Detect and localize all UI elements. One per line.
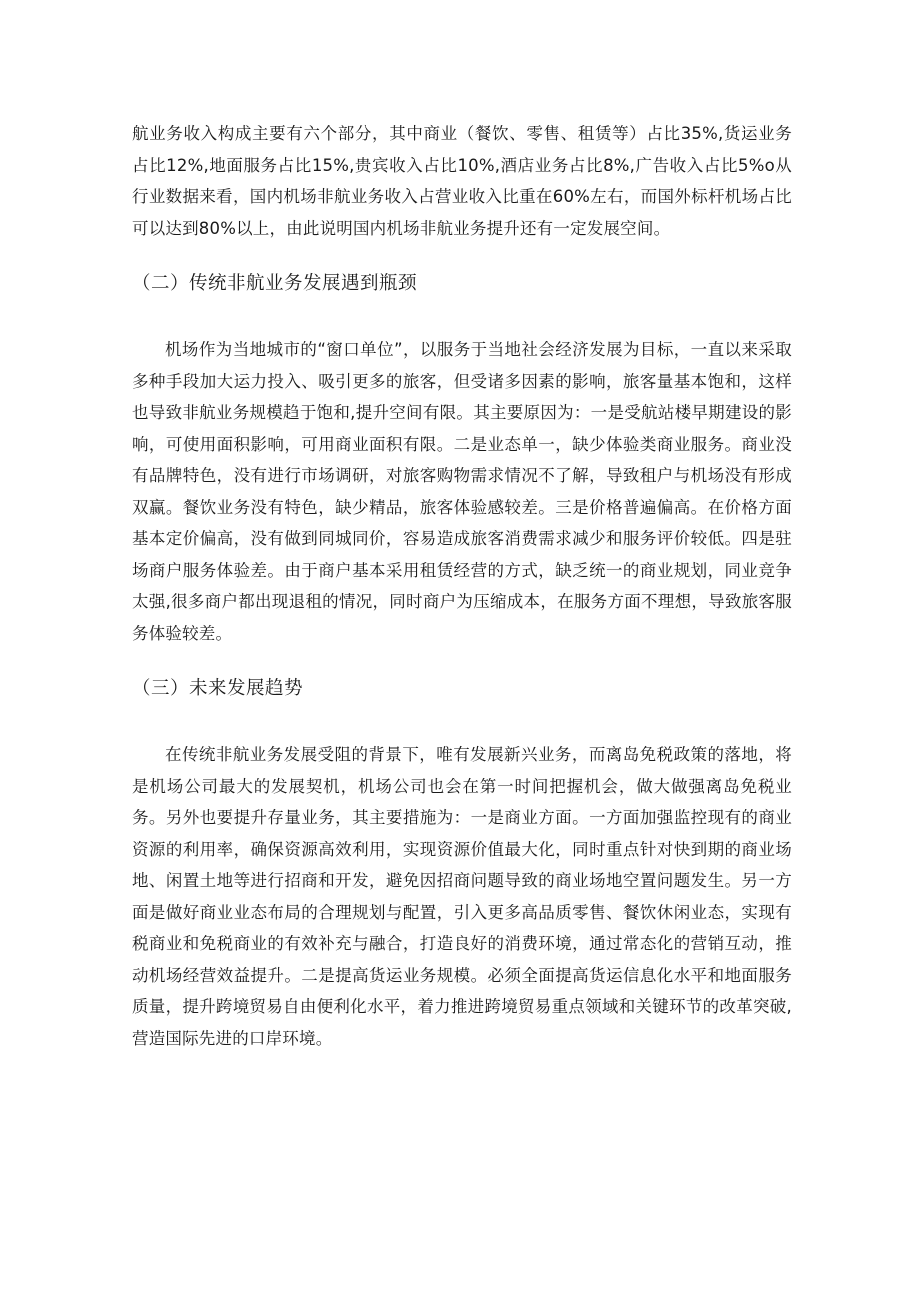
intro-paragraph: 航业务收入构成主要有六个部分，其中商业（餐饮、零售、租赁等）占比35%,货运业务占比12%,地面服务占比15%,贵宾收入占比10%,酒店业务占比8%,广告收入占比5%o从行业数据来看，国内机场非航业务收入占营业收入比重在60%左右，而国外标杆机场占比可以达到80%以上，由此说明国内机场非航业务提升还有一定发展空间。 bbox=[132, 124, 792, 238]
document-body bbox=[132, 118, 792, 1054]
spacer bbox=[132, 300, 792, 334]
spacer bbox=[132, 244, 792, 268]
spacer bbox=[132, 705, 792, 739]
spacer bbox=[132, 649, 792, 673]
section-heading-trend: （三）未来发展趋势 bbox=[132, 678, 304, 699]
trend-paragraph: 在传统非航业务发展受阻的背景下，唯有发展新兴业务，而离岛免税政策的落地，将是机场公司最大的发展契机，机场公司也会在第一时间把握机会，做大做强离岛免税业务。另外也要提升存量业务，其主要措施为：一是商业方面。一方面加强监控现有的商业资源的利用率，确保资源高效利用，实现资源价值最大化，同时重点针对快到期的商业场地、闲置土地等进行招商和开发，避免因招商问题导致的商业场地空置问题发生。另一方面是做好商业业态布局的合理规划与配置，引入更多高品质零售、餐饮休闲业态，实现有税商业和免税商业的有效补充与融合，打造良好的消费环境，通过常态化的营销互动，推动机场经营效益提升。二是提高货运业务规模。必须全面提高货运信息化水平和地面服务质量，提升跨境贸易自由便利化水平，着力推进跨境贸易重点领域和关键环节的改革突破,营造国际先进的口岸环境。 bbox=[132, 745, 792, 1048]
bottleneck-paragraph: 机场作为当地城市的“窗口单位”，以服务于当地社会经济发展为目标，一直以来采取多种手段加大运力投入、吸引更多的旅客，但受诸多因素的影响，旅客量基本饱和，这样也导致非航业务规模趋于饱和,提升空间有限。其主要原因为：一是受航站楼早期建设的影响，可使用面积影响，可用商业面积有限。二是业态单一，缺少体验类商业服务。商业没有品牌特色，没有进行市场调研，对旅客购物需求情况不了解，导致租户与机场没有形成双赢。餐饮业务没有特色，缺少精品，旅客体验感较差。三是价格普遍偏高。在价格方面基本定价偏高，没有做到同城同价，容易造成旅客消费需求减少和服务评价较低。四是驻场商户服务体验差。由于商户基本采用租赁经营的方式，缺乏统一的商业规划，同业竞争太强,很多商户都出现退租的情况，同时商户为压缩成本，在服务方面不理想，导致旅客服务体验较差。 bbox=[132, 340, 792, 643]
section-heading-bottleneck: （二）传统非航业务发展遇到瓶颈 bbox=[132, 273, 418, 294]
